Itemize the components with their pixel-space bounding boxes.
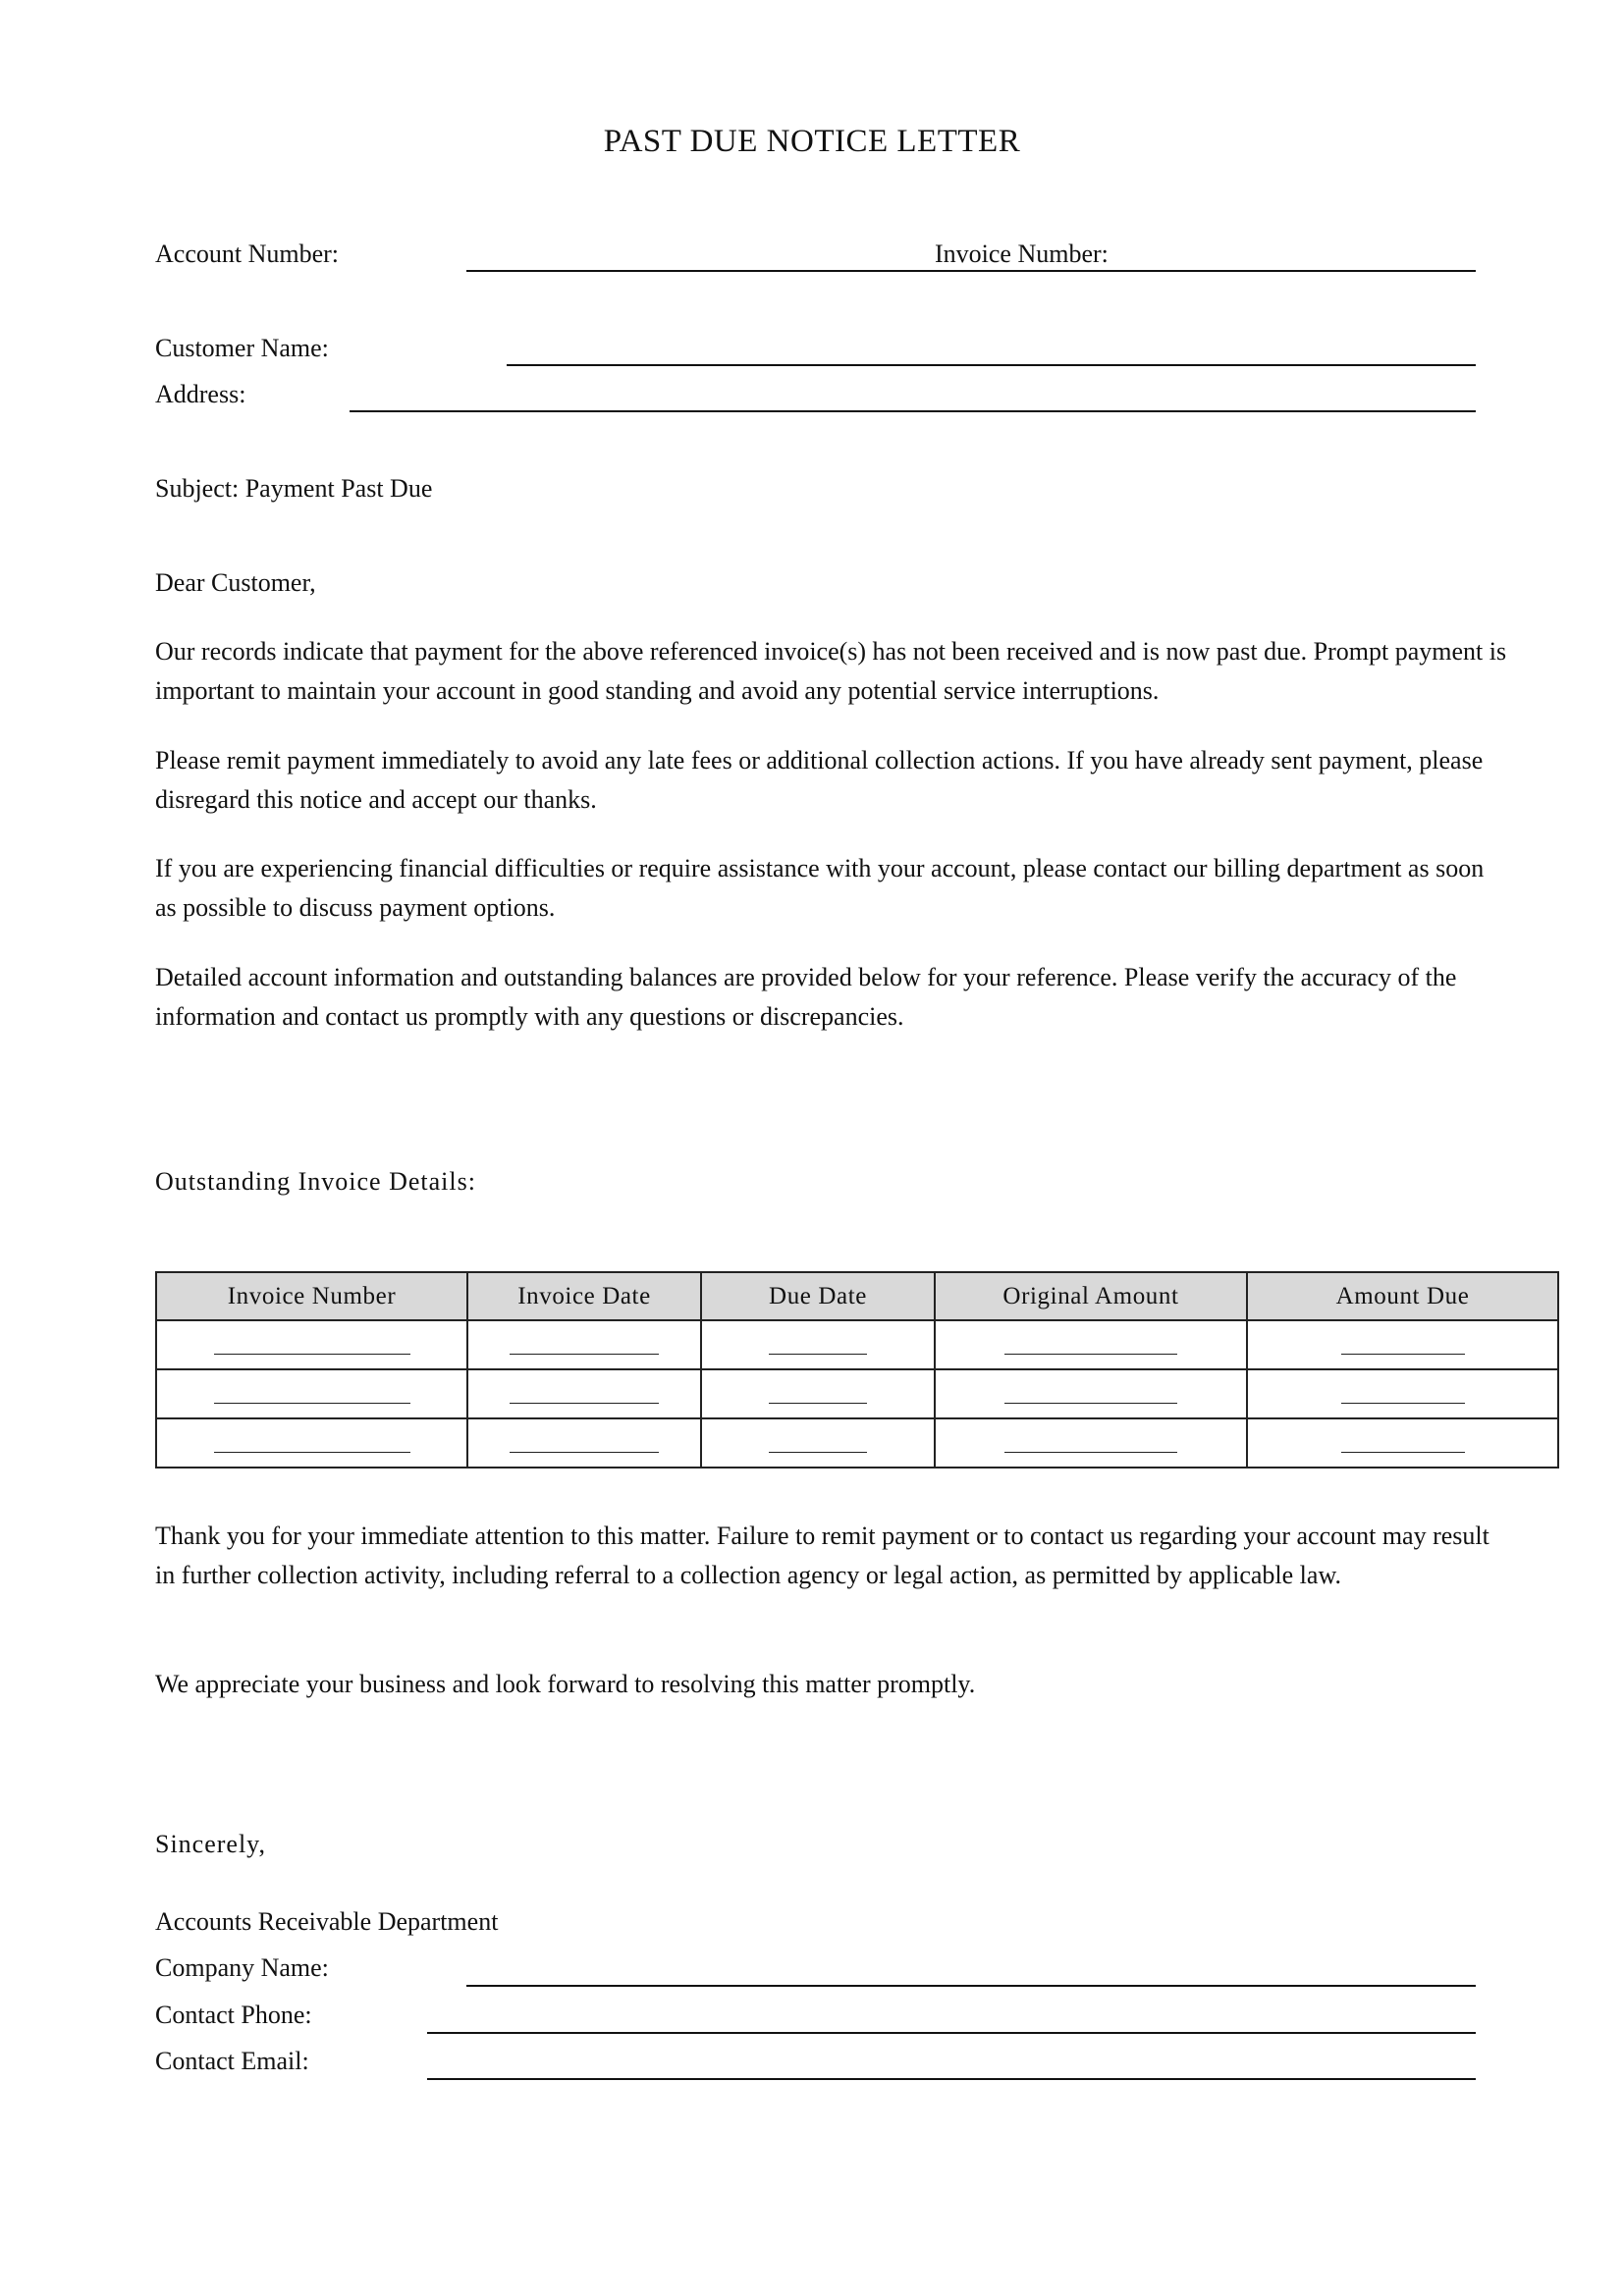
table-row	[156, 1418, 1558, 1468]
blank-line	[1341, 1402, 1465, 1404]
blank-line	[510, 1402, 659, 1404]
body-paragraph: If you are experiencing financial difficulties or require assistance with your account, please contact our billing department as soon as possible to discuss payment options.	[155, 854, 1485, 922]
contact-phone-label: Contact Phone:	[155, 2001, 312, 2029]
page-title: PAST DUE NOTICE LETTER	[603, 124, 1021, 159]
blank-line	[769, 1402, 867, 1404]
address-line[interactable]	[350, 410, 1476, 412]
greeting: Dear Customer,	[155, 568, 316, 597]
table-cell[interactable]	[1247, 1369, 1558, 1418]
table-row	[156, 1369, 1558, 1418]
account-number-line[interactable]	[466, 270, 1476, 272]
subject-line: Subject: Payment Past Due	[155, 474, 433, 503]
account-number-label: Account Number:	[155, 240, 340, 268]
table-row	[156, 1320, 1558, 1369]
blank-line	[1004, 1451, 1177, 1453]
signoff: Sincerely,	[155, 1830, 266, 1858]
table-cell[interactable]	[156, 1320, 467, 1369]
table-cell[interactable]	[1247, 1418, 1558, 1468]
contact-email-label: Contact Email:	[155, 2047, 309, 2075]
body-paragraph: Detailed account information and outstanding balances are provided below for your reference. Please verify the accuracy of the information and contact us promptly with any questions or discrepancies.	[155, 963, 1457, 1031]
blank-line	[510, 1451, 659, 1453]
column-header: Invoice Number	[156, 1272, 467, 1320]
body-paragraph: Our records indicate that payment for the above referenced invoice(s) has not been received and is now past due. Prompt payment is important to maintain your account in good standing and avoid any potential service interruptions.	[155, 637, 1507, 705]
table-heading: Outstanding Invoice Details:	[155, 1167, 476, 1196]
table-cell[interactable]	[467, 1320, 701, 1369]
department-name: Accounts Receivable Department	[155, 1907, 499, 1936]
closing-paragraph: We appreciate your business and look forward to resolving this matter promptly.	[155, 1670, 976, 1698]
column-header: Invoice Date	[467, 1272, 701, 1320]
address-label: Address:	[155, 380, 246, 408]
invoice-number-label: Invoice Number:	[935, 240, 1109, 268]
table-cell[interactable]	[701, 1418, 935, 1468]
table-cell[interactable]	[935, 1320, 1247, 1369]
contact-email-line[interactable]	[427, 2078, 1476, 2080]
table-cell[interactable]	[701, 1369, 935, 1418]
blank-line	[1341, 1451, 1465, 1453]
body-paragraph: Please remit payment immediately to avoid any late fees or additional collection actions. If you have already sent payment, please disregard this notice and accept our thanks.	[155, 746, 1484, 814]
blank-line	[510, 1353, 659, 1355]
table-header-row	[156, 1272, 1558, 1320]
blank-line	[1004, 1402, 1177, 1404]
blank-line	[214, 1353, 410, 1355]
table-cell[interactable]	[156, 1369, 467, 1418]
column-header: Original Amount	[935, 1272, 1247, 1320]
invoice-table	[155, 1271, 1559, 1468]
contact-phone-line[interactable]	[427, 2032, 1476, 2034]
table-cell[interactable]	[935, 1418, 1247, 1468]
blank-line	[214, 1451, 410, 1453]
table-cell[interactable]	[935, 1369, 1247, 1418]
table-cell[interactable]	[156, 1418, 467, 1468]
blank-line	[1004, 1353, 1177, 1355]
company-name-line[interactable]	[466, 1985, 1476, 1987]
column-header: Amount Due	[1247, 1272, 1558, 1320]
column-header: Due Date	[701, 1272, 935, 1320]
blank-line	[769, 1451, 867, 1453]
company-name-label: Company Name:	[155, 1953, 329, 1982]
table-cell[interactable]	[467, 1369, 701, 1418]
table-cell[interactable]	[701, 1320, 935, 1369]
customer-name-line[interactable]	[507, 364, 1476, 366]
customer-name-label: Customer Name:	[155, 334, 329, 362]
blank-line	[1341, 1353, 1465, 1355]
table-cell[interactable]	[467, 1418, 701, 1468]
table-cell[interactable]	[1247, 1320, 1558, 1369]
blank-line	[214, 1402, 410, 1404]
closing-paragraph: Thank you for your immediate attention to this matter. Failure to remit payment or to contact us regarding your account may result in further collection activity, including referral to a collection agency or legal action, as permitted by applicable law.	[155, 1522, 1489, 1589]
blank-line	[769, 1353, 867, 1355]
